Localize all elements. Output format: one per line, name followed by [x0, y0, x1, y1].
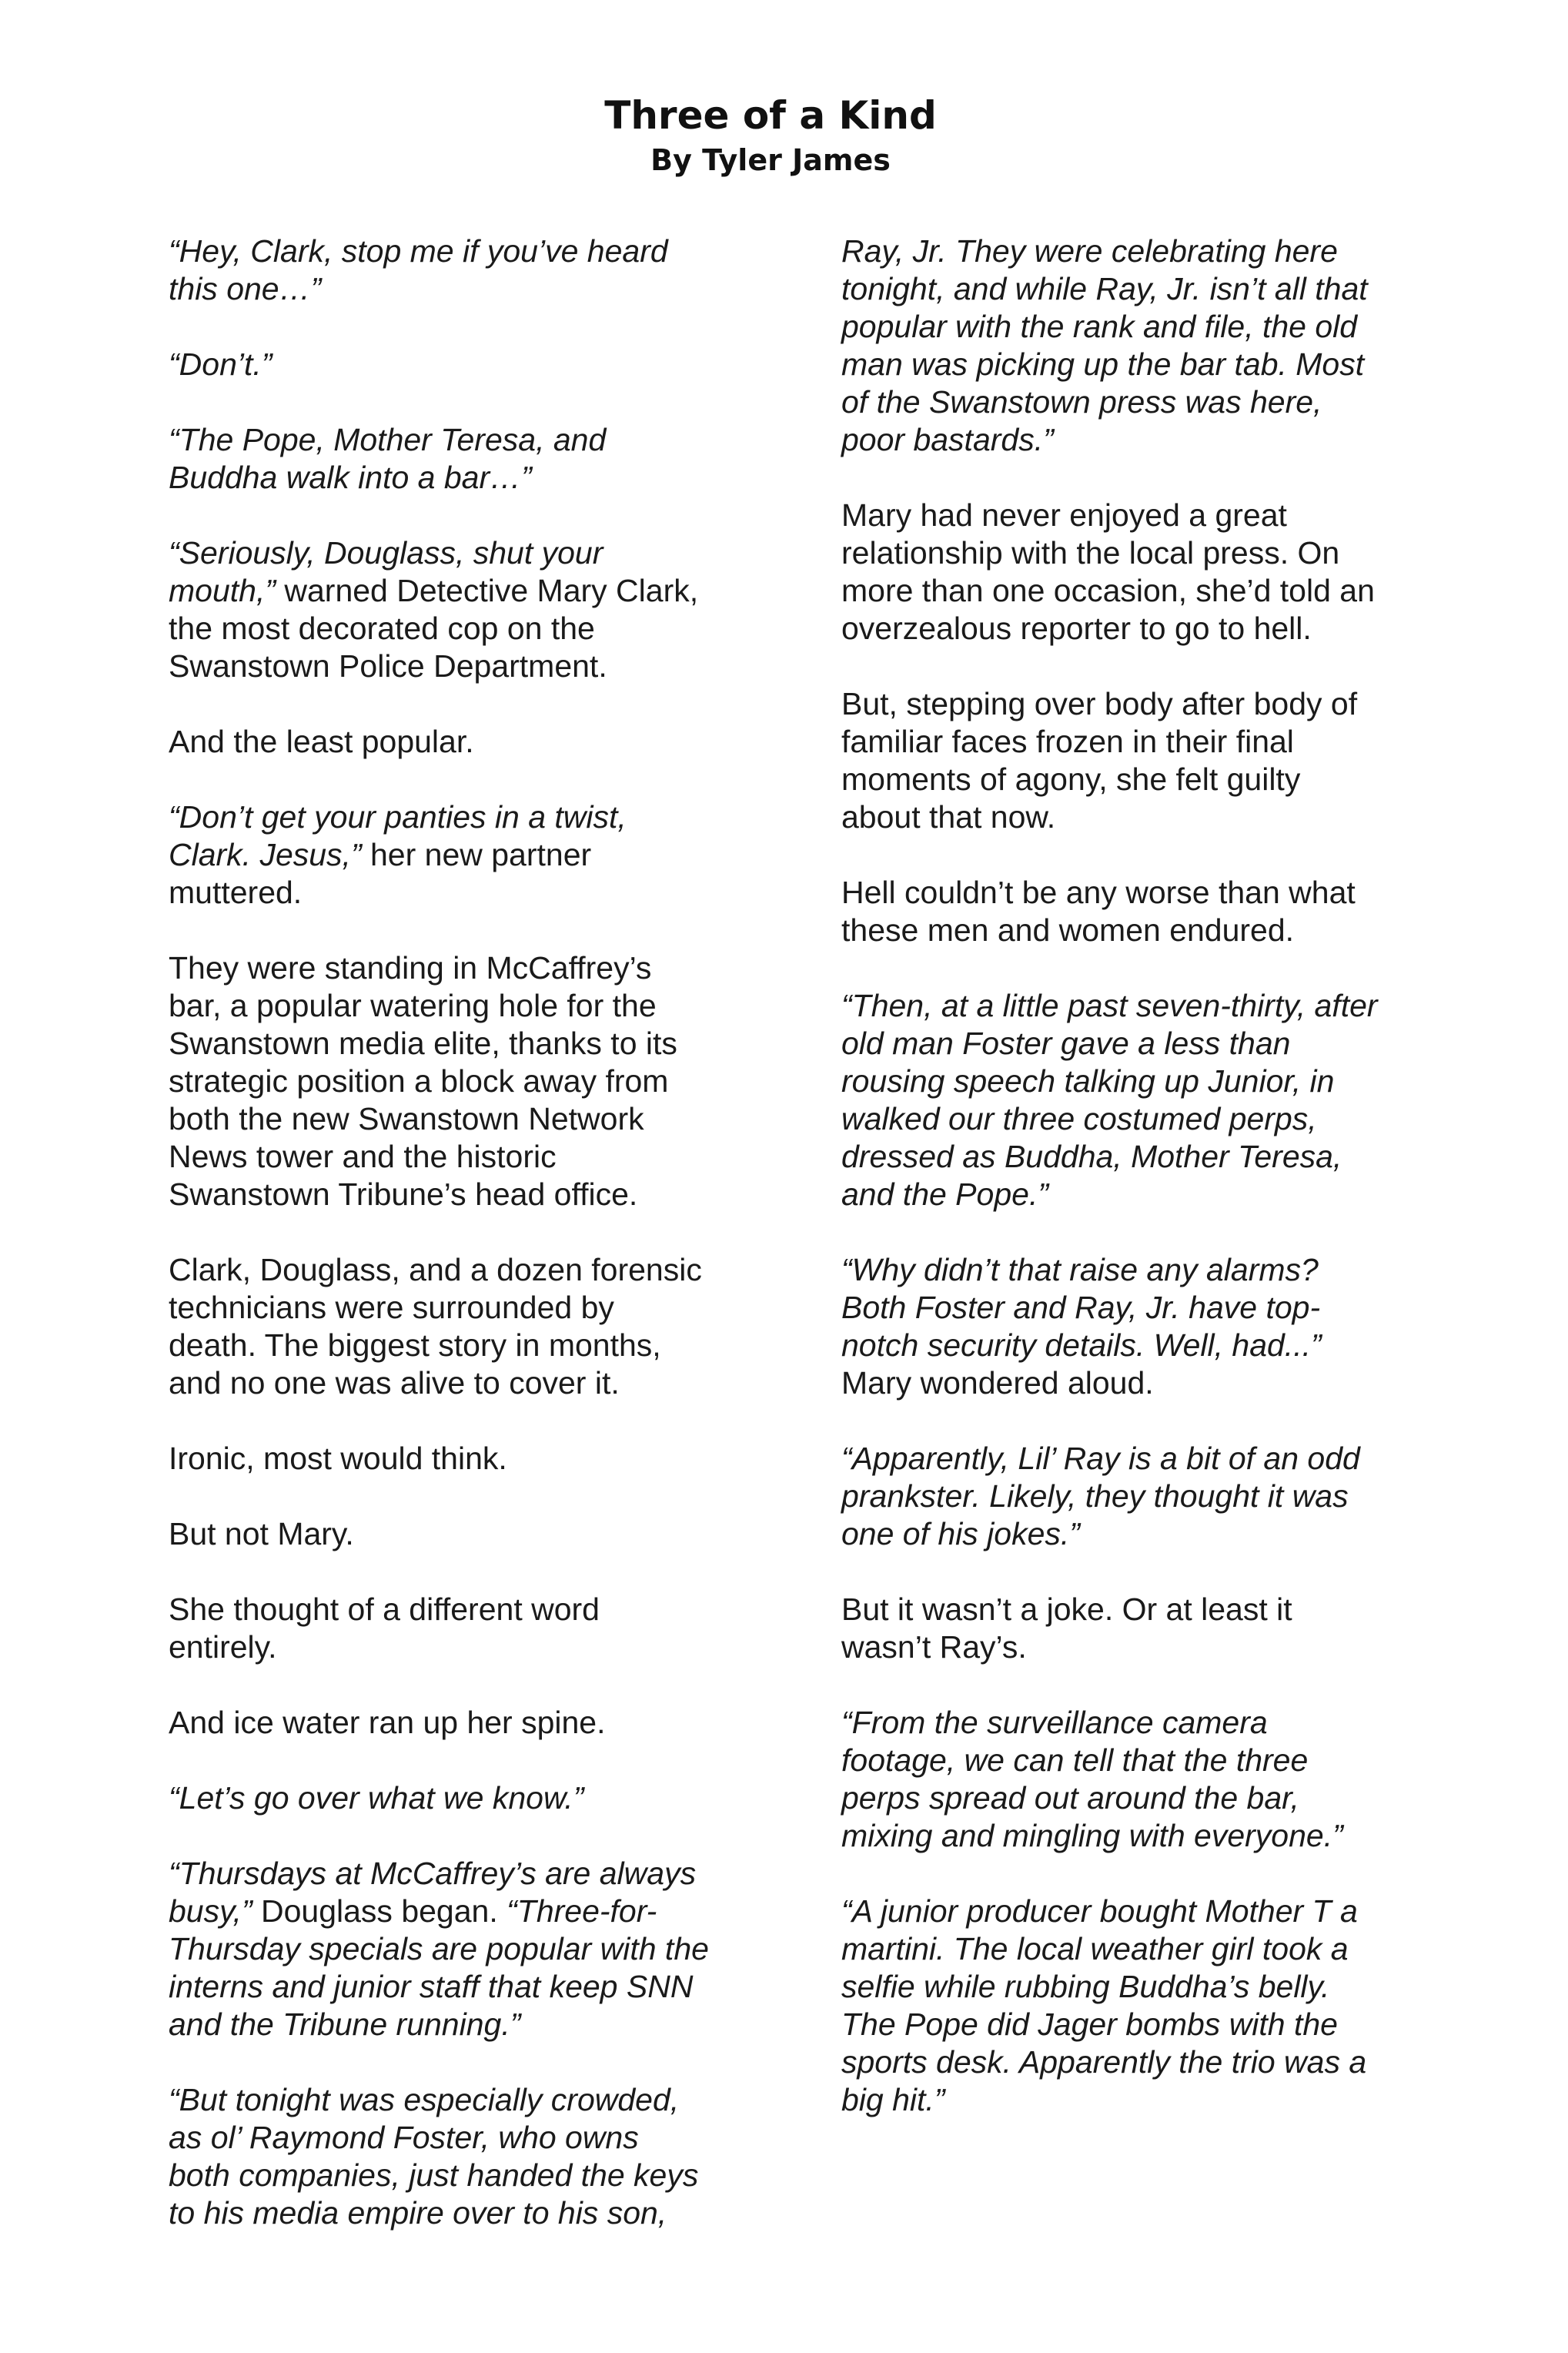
narration: Mary wondered aloud. — [841, 1365, 1154, 1401]
paragraph: Mary had never enjoyed a great relationship with the local press. On more than one occasion, she’d told an overzealous reporter to go to hell. — [841, 497, 1375, 646]
paragraph: Ironic, most would think. — [169, 1441, 507, 1476]
narration: Douglass began. — [252, 1893, 507, 1929]
paragraph: But not Mary. — [169, 1516, 354, 1551]
paragraph — [169, 534, 754, 685]
narration: her new partner muttered. — [169, 837, 592, 910]
paragraph: And ice water ran up her spine. — [169, 1705, 606, 1740]
paragraph — [169, 798, 754, 912]
paragraph: But it wasn’t a joke. Or at least it wasn’t Ray’s. — [841, 1592, 1292, 1665]
paragraph: “Let’s go over what we know.” — [169, 1780, 584, 1816]
dialogue: “Don’t get your panties in a twist, Clark. Jesus,” — [169, 799, 627, 872]
dialogue: “Thursdays at McCaffrey’s are always busy,” — [169, 1856, 697, 1929]
paragraph: She thought of a different word entirely. — [169, 1592, 600, 1665]
paragraph: “But tonight was especially crowded, as ol’ Raymond Foster, who owns both companies, just handed the keys to his media empire over to his son, — [169, 2082, 699, 2231]
paragraph — [169, 1855, 754, 2043]
paragraph: “The Pope, Mother Teresa, and Buddha walk into a bar…” — [169, 422, 607, 495]
paragraph: “A junior producer bought Mother T a martini. The local weather girl took a selfie while rubbing Buddha’s belly. The Pope did Jager bombs with the sports desk. Apparently the trio was a big hit.” — [841, 1893, 1367, 2117]
paragraph: But, stepping over body after body of familiar faces frozen in their final moments of agony, she felt guilty about that now. — [841, 686, 1358, 835]
paragraph: “Hey, Clark, stop me if you’ve heard this one…” — [169, 233, 668, 306]
narration: warned Detective Mary Clark, the most decorated cop on the Swanstown Police Department. — [169, 573, 699, 684]
story-title: Three of a Kind — [604, 93, 937, 138]
dialogue: “Why didn’t that raise any alarms? Both Foster and Ray, Jr. have top- notch security details. Well, had...” — [841, 1252, 1322, 1363]
dialogue: “Seriously, Douglass, shut your mouth,” — [169, 535, 603, 608]
paragraph: “Don’t.” — [169, 346, 272, 382]
paragraph: Ray, Jr. They were celebrating here tonight, and while Ray, Jr. isn’t all that popular with the rank and file, the old man was picking up the bar tab. Most of the Swanstown press was here, poor bastards.” — [841, 233, 1368, 457]
paragraph: And the least popular. — [169, 724, 474, 759]
right-column — [841, 233, 1426, 2119]
story-header — [0, 91, 1541, 180]
paragraph: “Apparently, Lil’ Ray is a bit of an odd prankster. Likely, they thought it was one of his jokes.” — [841, 1441, 1360, 1551]
paragraph: Hell couldn’t be any worse than what these men and women endured. — [841, 875, 1356, 948]
paragraph — [841, 1251, 1426, 1402]
paragraph: They were standing in McCaffrey’s bar, a popular watering hole for the Swanstown media elite, thanks to its strategic position a block away from both the new Swanstown Network News tower and the historic Swanstown Tribune’s head office. — [169, 950, 677, 1212]
paragraph: Clark, Douglass, and a dozen forensic technicians were surrounded by death. The biggest story in months, and no one was alive to cover it. — [169, 1252, 702, 1401]
story-byline: By Tyler James — [650, 143, 891, 177]
paragraph: “From the surveillance camera footage, we can tell that the three perps spread out around the bar, mixing and mingling with everyone.” — [841, 1705, 1343, 1853]
paragraph: “Then, at a little past seven-thirty, after old man Foster gave a less than rousing speech talking up Junior, in walked our three costumed perps, dressed as Buddha, Mother Teresa, and the Pope.” — [841, 988, 1378, 1212]
dialogue: “Three-for- Thursday specials are popular with the interns and junior staff that keep SNN and the Tribune running.” — [169, 1893, 709, 2042]
left-column — [169, 233, 754, 2232]
